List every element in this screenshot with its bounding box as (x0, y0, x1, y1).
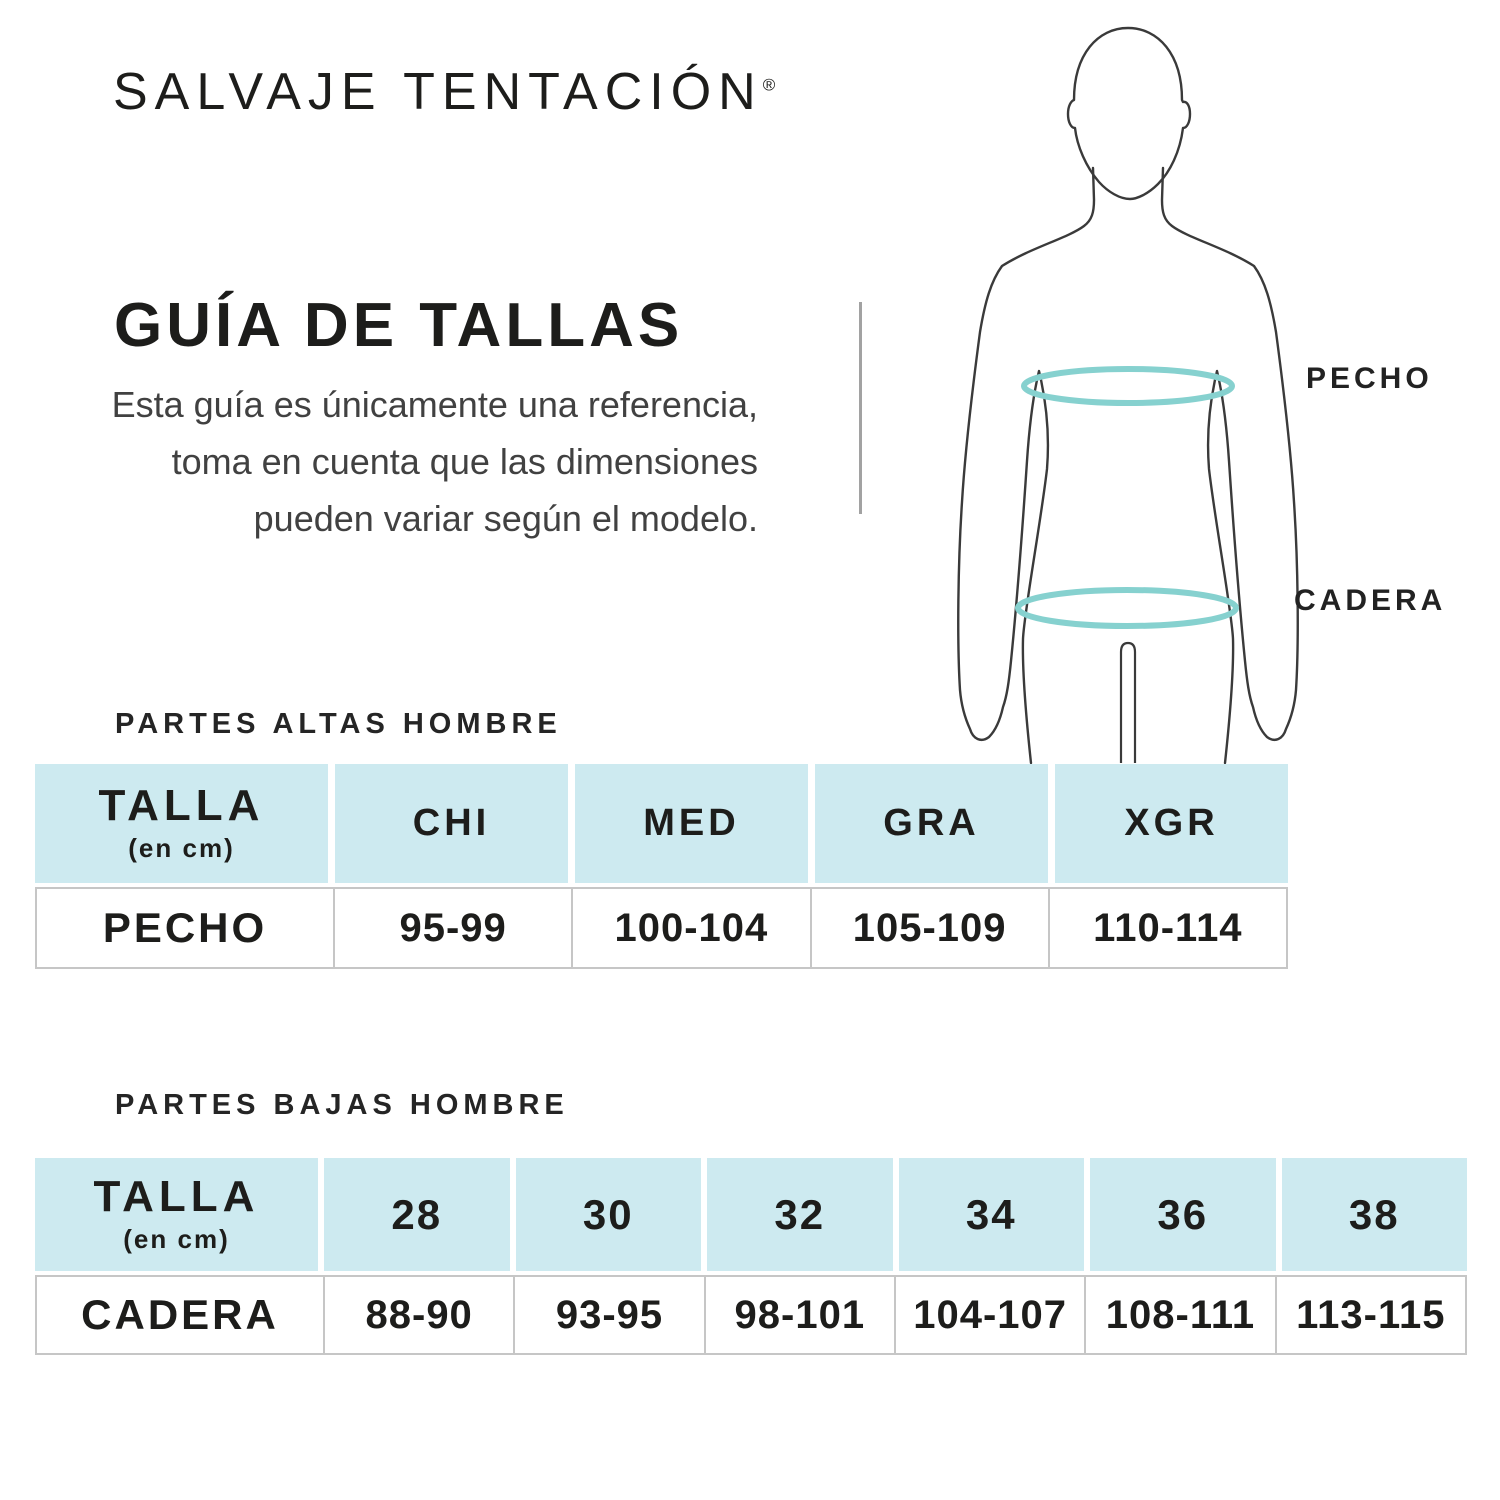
measurement-value: 100-104 (571, 889, 809, 967)
hip-measure-ring (1018, 590, 1236, 626)
chest-label: PECHO (1306, 362, 1433, 395)
size-column-header: 34 (899, 1158, 1085, 1271)
size-label: TALLA (98, 780, 265, 830)
bottoms-values-row (35, 1275, 1467, 1355)
brand-logo (113, 62, 775, 122)
size-unit: (en cm) (128, 833, 235, 864)
size-column-header: XGR (1055, 764, 1288, 883)
size-column-header: MED (575, 764, 808, 883)
bottoms-header-row (35, 1158, 1467, 1271)
male-body-diagram (928, 18, 1352, 765)
brand-name: SALVAJE TENTACIÓN (113, 63, 763, 121)
bottoms-values (323, 1277, 1465, 1353)
head-outline (1068, 28, 1190, 199)
tops-size-columns (335, 764, 1288, 883)
size-column-header: 38 (1282, 1158, 1468, 1271)
tops-values-row (35, 887, 1288, 969)
measurement-value: 110-114 (1048, 889, 1286, 967)
size-column-header: 32 (707, 1158, 893, 1271)
hip-label: CADERA (1294, 584, 1447, 617)
measurement-value: 108-111 (1084, 1277, 1274, 1353)
tops-section-heading: PARTES ALTAS HOMBRE (115, 708, 562, 740)
size-column-header: 28 (324, 1158, 510, 1271)
tops-header-row (35, 764, 1288, 883)
size-unit: (en cm) (123, 1224, 230, 1255)
tops-values (333, 889, 1286, 967)
bottoms-size-columns (324, 1158, 1467, 1271)
measurement-value: 105-109 (810, 889, 1048, 967)
measurement-value: 104-107 (894, 1277, 1084, 1353)
bottoms-row-label: CADERA (81, 1291, 279, 1338)
bottoms-section-heading: PARTES BAJAS HOMBRE (115, 1089, 569, 1121)
measurement-value: 98-101 (704, 1277, 894, 1353)
size-label: TALLA (93, 1171, 260, 1221)
tops-row-label: PECHO (102, 904, 268, 951)
body-left-outline (958, 168, 1094, 763)
measurement-value: 113-115 (1275, 1277, 1465, 1353)
registered-trademark-symbol: ® (762, 75, 776, 95)
measurement-value: 93-95 (513, 1277, 703, 1353)
vertical-divider (859, 302, 862, 514)
measurement-value: 88-90 (323, 1277, 513, 1353)
tops-size-table (35, 764, 1288, 969)
page-title: GUÍA DE TALLAS (114, 291, 684, 360)
bottoms-size-table (35, 1158, 1467, 1355)
body-right-outline (1162, 168, 1298, 763)
chest-measure-ring (1024, 369, 1232, 403)
tops-size-header-cell (35, 764, 328, 883)
size-column-header: GRA (815, 764, 1048, 883)
guide-description: Esta guía es únicamente una referencia, toma en cuenta que las dimensiones pueden variar según el modelo. (111, 384, 758, 539)
measurement-value: 95-99 (333, 889, 571, 967)
inseam-line (1121, 643, 1135, 763)
size-column-header: CHI (335, 764, 568, 883)
bottoms-size-header-cell (35, 1158, 318, 1271)
size-column-header: 36 (1090, 1158, 1276, 1271)
size-column-header: 30 (516, 1158, 702, 1271)
